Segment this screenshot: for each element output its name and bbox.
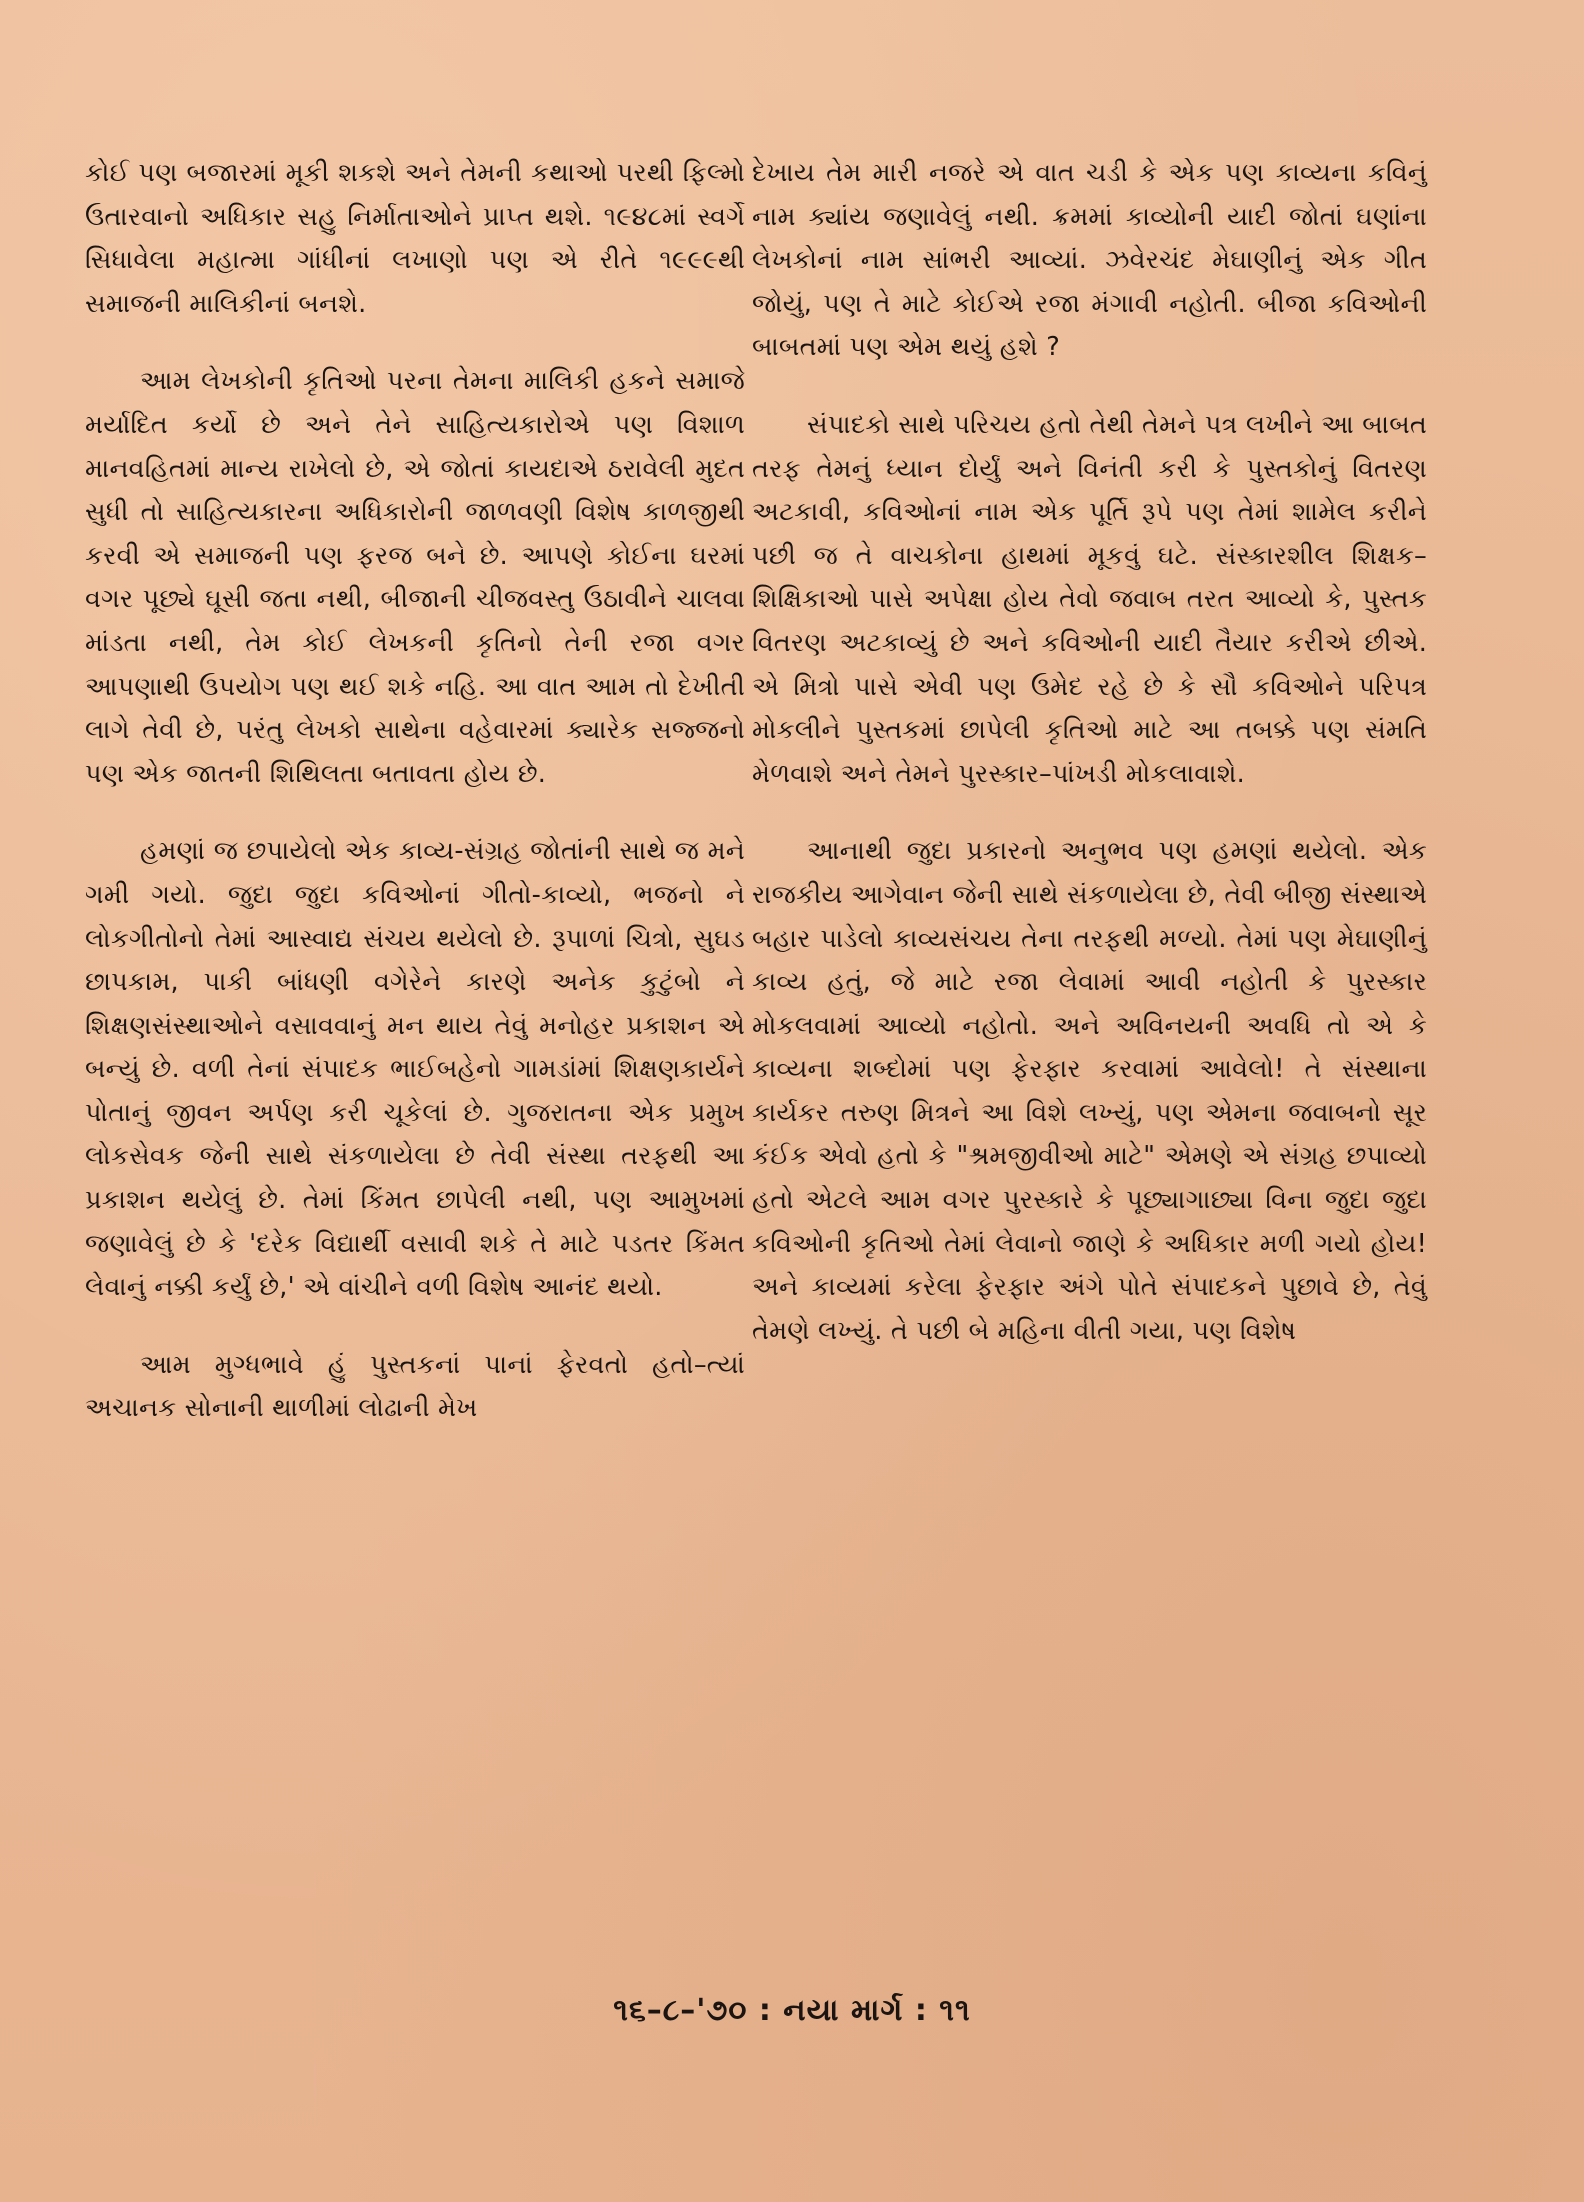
paragraph: હમણાં જ છપાયેલો એક કાવ્ય-સંગ્રહ જોતાંની સાથે જ મને ગમી ગયો. જુદા જુદા કવિઓનાં ગીતો-કાવ્યો, ભજનો ને લોકગીતોનો તેમાં આસ્વાદ્ય સંચય થયેલો છે. રૂપાળાં ચિત્રો, સુઘડ છાપકામ, પાકી બાંધણી વગેરેને કારણે અનેક કુટુંબો ને શિક્ષણસંસ્થાઓને વસાવવાનું મન થાય તેવું મનોહર પ્રકાશન એ બન્યું છે. વળી તેનાં સંપાદક ભાઈબહેનો ગામડાંમાં શિક્ષણકાર્યને પોતાનું જીવન અર્પણ કરી ચૂકેલાં છે. ગુજરાતના એક પ્રમુખ લોકસેવક જેની સાથે સંકળાયેલા છે તેવી સંસ્થા તરફથી આ પ્રકાશન થયેલું છે. તેમાં કિંમત છાપેલી નથી, પણ આમુખમાં જણાવેલું છે કે 'દરેક વિદ્યાર્થી વસાવી શકે તે માટે પડતર કિંમત લેવાનું નક્કી કર્યું છે,' એ વાંચીને વળી વિશેષ આનંદ થયો. — [85, 836, 745, 1303]
right-column — [752, 152, 1427, 1353]
paragraph: આમ મુગ્ધભાવે હું પુસ્તકનાં પાનાં ફેરવતો હતો–ત્યાં અચાનક સોનાની થાળીમાં લોઢાની મેખ — [85, 1349, 745, 1424]
paragraph: દેખાય તેમ મારી નજરે એ વાત ચડી કે એક પણ કાવ્યના કવિનું નામ ક્યાંય જણાવેલું નથી. ક્રમમાં કાવ્યોની યાદી જોતાં ઘણાંના લેખકોનાં નામ સાંભરી આવ્યાં. ઝવેરચંદ મેઘાણીનું એક ગીત જોયું, પણ તે માટે કોઈએ રજા મંગાવી નહોતી. બીજા કવિઓની બાબતમાં પણ એમ થયું હશે ? — [752, 158, 1427, 363]
left-column — [85, 152, 745, 1431]
paragraph: સંપાદકો સાથે પરિચય હતો તેથી તેમને પત્ર લખીને આ બાબત તરફ તેમનું ધ્યાન દોર્યું અને વિનંતી કરી કે પુસ્તકોનું વિતરણ અટકાવી, કવિઓનાં નામ એક પૂર્તિ રૂપે પણ તેમાં શામેલ કરીને પછી જ તે વાચકોના હાથમાં મૂકવું ઘટે. સંસ્કારશીલ શિક્ષક–શિક્ષિકાઓ પાસે અપેક્ષા હોય તેવો જવાબ તરત આવ્યો કે, પુસ્તક વિતરણ અટકાવ્યું છે અને કવિઓની યાદી તૈયાર કરીએ છીએ. એ મિત્રો પાસે એવી પણ ઉમેદ રહે છે કે સૌ કવિઓને પરિપત્ર મોકલીને પુસ્તકમાં છાપેલી કૃતિઓ માટે આ તબક્કે પણ સંમતિ મેળવાશે અને તેમને પુરસ્કાર–પાંખડી મોકલાવાશે. — [752, 409, 1427, 789]
paragraph: આમ લેખકોની કૃતિઓ પરના તેમના માલિકી હકને સમાજે મર્યાદિત કર્યો છે અને તેને સાહિત્યકારોએ પણ વિશાળ માનવહિતમાં માન્ય રાખેલો છે, એ જોતાં કાયદાએ ઠરાવેલી મુદત સુધી તો સાહિત્યકારના અધિકારોની જાળવણી વિશેષ કાળજીથી કરવી એ સમાજની પણ ફરજ બને છે. આપણે કોઈના ઘરમાં વગર પૂછ્યે ઘૂસી જતા નથી, બીજાની ચીજવસ્તુ ઉઠાવીને ચાલવા માંડતા નથી, તેમ કોઈ લેખકની કૃતિનો તેની રજા વગર આપણાથી ઉપયોગ પણ થઈ શકે નહિ. આ વાત આમ તો દેખીતી લાગે તેવી છે, પરંતુ લેખકો સાથેના વહેવારમાં ક્યારેક સજ્જનો પણ એક જાતની શિથિલતા બતાવતા હોય છે. — [85, 366, 745, 789]
page-footer: ૧૬–૮–'૭૦ : નયા માર્ગ : ૧૧ — [613, 1993, 971, 2028]
paragraph: કોઈ પણ બજારમાં મૂકી શકશે અને તેમની કથાઓ પરથી ફિલ્મો ઉતારવાનો અધિકાર સહુ નિર્માતાઓને પ્રાપ્ત થશે. ૧૯૪૮માં સ્વર્ગે સિધાવેલા મહાત્મા ગાંધીનાં લખાણો પણ એ રીતે ૧૯૯૯થી સમાજની માલિકીનાં બનશે. — [85, 158, 745, 319]
paragraph: આનાથી જુદા પ્રકારનો અનુભવ પણ હમણાં થયેલો. એક રાજકીય આગેવાન જેની સાથે સંકળાયેલા છે, તેવી બીજી સંસ્થાએ બહાર પાડેલો કાવ્યસંચય તેના તરફથી મળ્યો. તેમાં પણ મેઘાણીનું કાવ્ય હતું, જે માટે રજા લેવામાં આવી નહોતી કે પુરસ્કાર મોકલવામાં આવ્યો નહોતો. અને અવિનયની અવધિ તો એ કે કાવ્યના શબ્દોમાં પણ ફેરફાર કરવામાં આવેલો! તે સંસ્થાના કાર્યકર તરુણ મિત્રને આ વિશે લખ્યું, પણ એમના જવાબનો સૂર કંઈક એવો હતો કે "શ્રમજીવીઓ માટે" એમણે એ સંગ્રહ છપાવ્યો હતો એટલે આમ વગર પુરસ્કારે કે પૂછ્યાગાછ્યા વિના જુદા જુદા કવિઓની કૃતિઓ તેમાં લેવાનો જાણે કે અધિકાર મળી ગયો હોય! અને કાવ્યમાં કરેલા ફેરફાર અંગે પોતે સંપાદકને પુછાવે છે, તેવું તેમણે લખ્યું. તે પછી બે મહિના વીતી ગયા, પણ વિશેષ — [752, 836, 1427, 1346]
